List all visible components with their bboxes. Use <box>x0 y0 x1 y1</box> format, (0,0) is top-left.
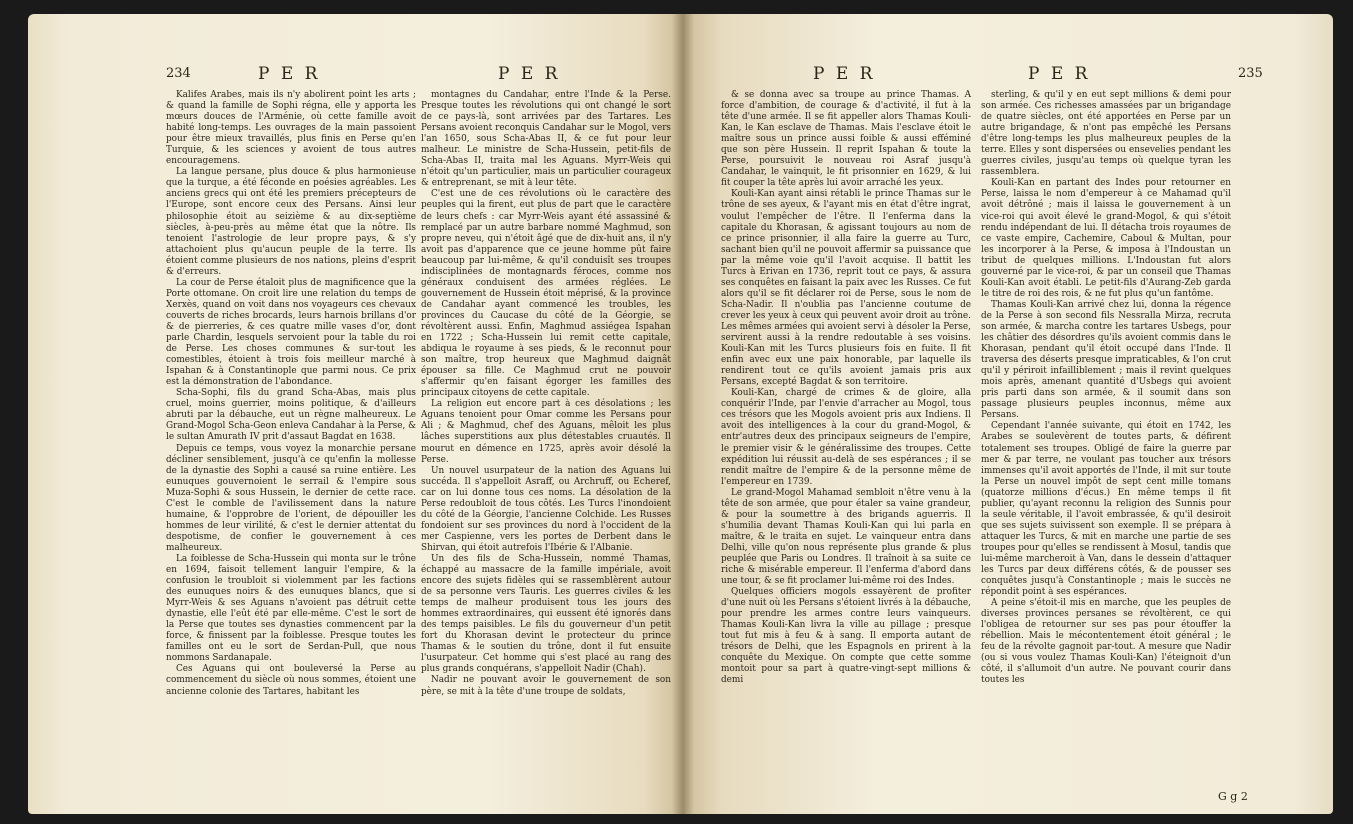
running-head: P E R <box>1028 64 1091 84</box>
paragraph: Kouli-Kan ayant ainsi rétabli le prince Thamas sur le trône de ses ayeux, & l'ayant mis en état d'être ingrat, voulut l'empêcher de l'être. Il l'enferma dans la capitale du Khorasan, & agissant toujours au nom de ce prince prisonnier, il alla faire la guerre au Turc, sachant bien qu'il ne pouvoit affermir sa puissance que par la même voie qu'il l'avoit acquise. Il battit les Turcs à Erivan en 1736, reprit tout ce pays, & assura ses conquêtes en faisant la paix avec les Russes. Ce fut alors qu'il se fit déclarer roi de Perse, sous le nom de Scha-Nadir. Il n'oublia pas l'ancienne coutume de crever les yeux à ceux qui peuvent avoir droit au trône. Les mêmes armées qui avoient servi à désoler la Perse, servirent aussi à la rendre redoutable à ses voisins. Kouli-Kan mit les Turcs plusieurs fois en fuite. Il fit enfin avec eux une paix honorable, par laquelle ils rendirent tout ce qu'ils avoient jamais pris aux Persans, excepté Bagdat & son territoire. <box>721 189 971 388</box>
paragraph: Un nouvel usurpateur de la nation des Aguans lui succéda. Il s'appelloit Asraff, ou Archruff, ou Echeref, car on lui donne tous ces noms. La désolation de la Perse redoubloit de tous côtés. Les Turcs l'inondoient du côté de la Géorgie, l'ancienne Colchide. Les Russes fondoient sur ses provinces du nord à l'occident de la mer Caspienne, vers les portes de Derbent dans le Shirvan, qui étoit autrefois l'Ibérie & l'Albanie. <box>421 465 671 553</box>
running-head: P E R <box>258 64 321 84</box>
paragraph: La langue persane, plus douce & plus harmonieuse que la turque, a été féconde en poésies agréables. Les anciens grecs qui ont été les premiers précepteurs de l'Europe, sont encore ceux des Persans. Ainsi leur philosophie étoit au seizième & au dix-septième siècles, à-peu-près au même état que la nôtre. Ils tenoient l'astrologie de leur propre pays, & s'y attachoient plus qu'aucun peuple de la terre. Ils étoient comme plusieurs de nos nations, pleins d'esprit & d'erreurs. <box>166 167 416 277</box>
paragraph: Un des fils de Scha-Hussein, nommé Thamas, échappé au massacre de la famille impériale, avoit encore des sujets fidèles qui se rassemblèrent autour de sa personne vers Tauris. Les guerres civiles & les temps de malheur produisent tous les jours des hommes extraordinaires, qui eussent été ignorés dans des temps paisibles. Le fils du gouverneur d'un petit fort du Khorasan devint le protecteur du prince Thamas & le soutien du trône, dont il fut ensuite l'usurpateur. Cet homme qui s'est placé au rang des plus grands conquérans, s'appelloit Nadir (Chah). <box>421 553 671 675</box>
paragraph: & se donna avec sa troupe au prince Thamas. A force d'ambition, de courage & d'activité, il fut à la tête d'une armée. Il se fit appeller alors Thamas Kouli-Kan, le Kan esclave de Thamas. Mais l'esclave étoit le maître sous un prince aussi foible & aussi efféminé que son père Hussein. Il reprit Ispahan & toute la Perse, poursuivit le nouveau roi Asraf jusqu'à Candahar, le vainquit, le fit prisonnier en 1629, & lui fit couper la tête après lui avoir arraché les yeux. <box>721 90 971 189</box>
paragraph: C'est une de ces révolutions où le caractère des peuples qui la firent, eut plus de part que le caractère de leurs chefs : car Myrr-Weis ayant été assassiné & remplacé par un autre barbare nommé Maghmud, son propre neveu, qui n'étoit âgé que de dix-huit ans, il n'y avoit pas d'apparence que ce jeune homme pût faire beaucoup par lui-même, & qu'il conduisît ses troupes indisciplinées de montagnards féroces, comme nos généraux conduisent des armées réglées. Le gouvernement de Hussein étoit méprisé, & la province de Candahar ayant commencé les troubles, les provinces du Caucase du côté de la Géorgie, se révoltèrent aussi. Enfin, Maghmud assiégea Ispahan en 1722 ; Scha-Hussein lui remit cette capitale, abdiqua le royaume à ses pieds, & le reconnut pour son maître, trop heureux que Maghmud daignât épouser sa fille. Ce Maghmud crut ne pouvoir s'affermir qu'en faisant égorger les familles des principaux citoyens de cette capitale. <box>421 189 671 399</box>
paragraph: Kalifes Arabes, mais ils n'y abolirent point les arts ; & quand la famille de Sophi régna, elle y apporta les mœurs douces de l'Arménie, où cette famille avoit habité long-temps. Les ouvrages de la main passoient pour être mieux travaillés, plus finis en Perse qu'en Turquie, & les sciences y avoient de tous autres encouragemens. <box>166 90 416 167</box>
paragraph: montagnes du Candahar, entre l'Inde & la Perse. Presque toutes les révolutions qui ont changé le sort de ce pays-là, sont arrivées par des Tartares. Les Persans avoient reconquis Candahar sur le Mogol, vers l'an 1650, sous Scha-Abas II, & ce fut pour leur malheur. Le ministre de Scha-Hussein, petit-fils de Scha-Abas II, traita mal les Aguans. Myrr-Weis qui n'étoit qu'un particulier, mais un particulier courageux & entreprenant, se mit à leur tête. <box>421 90 671 189</box>
text-column <box>421 90 671 698</box>
page-number: 235 <box>1238 66 1263 81</box>
signature-mark: G g 2 <box>1218 790 1248 803</box>
paragraph: Ces Aguans qui ont bouleversé la Perse au commencement du siècle où nous sommes, étoient une ancienne colonie des Tartares, habitant les <box>166 664 416 697</box>
paragraph: Kouli-Kan, chargé de crimes & de gloire, alla conquérir l'Inde, par l'envie d'arracher au Mogol, tous ces trésors que les Mogols avoient pris aux Indiens. Il avoit des intelligences à la cour du grand-Mogol, & entr'autres deux des principaux seigneurs de l'empire, le premier visir & le généralissime des troupes. Cette expédition lui réussit au-delà de ses espérances ; il se rendit maître de l'empire & de la personne même de l'empereur en 1739. <box>721 388 971 487</box>
paragraph: Depuis ce temps, vous voyez la monarchie persane décliner sensiblement, jusqu'à ce qu'enfin la mollesse de la dynastie des Sophi a causé sa ruine entière. Les eunuques gouvernoient le serrail & l'empire sous Muza-Sophi & sous Hussein, le dernier de cette race. C'est le comble de l'avilissement dans la nature humaine, & l'opprobre de l'orient, de dépouiller les hommes de leur virilité, & c'est le dernier attentat du despotisme, de confier le gouvernement à ces malheureux. <box>166 443 416 553</box>
text-column <box>721 90 971 687</box>
left-page <box>28 14 683 814</box>
paragraph: Cependant l'année suivante, qui étoit en 1742, les Arabes se soulevèrent de toutes parts, & défirent totalement ses troupes. Obligé de faire la guerre par mer & par terre, ne voulant pas toucher aux trésors immenses qu'il avoit apportés de l'Inde, il mit sur toute la Perse un nouvel impôt de sept cent mille tomans (quatorze millions d'écus.) En même temps il fit publier, qu'ayant reconnu la religion des Sunnis pour la seule véritable, il l'avoit embrassée, & qu'il desiroit que ses sujets suivissent son exemple. Il se prépara à attaquer les Turcs, & mit en marche une partie de ses troupes pour qu'elles se rendissent à Mosul, tandis que lui-même marcheroit à Van, dans le dessein d'attaquer les Turcs par deux différens côtés, & de pousser ses conquêtes jusqu'à Constantinople ; mais le succès ne répondit point à ses espérances. <box>981 421 1231 598</box>
page-number: 234 <box>166 66 191 81</box>
paragraph: Le grand-Mogol Mahamad sembloit n'être venu à la tête de son armée, que pour étaler sa vaine grandeur, & pour la soumettre à des brigands aguerris. Il s'humilia devant Thamas Kouli-Kan qui lui parla en maître, & le traita en sujet. Le vainqueur entra dans Delhi, ville qu'on nous représente plus grande & plus peuplée que Paris ou Londres. Il traînoit à sa suite ce riche & misérable empereur. Il l'enferma d'abord dans une tour, & se fit proclamer lui-même roi des Indes. <box>721 487 971 587</box>
paragraph: Thamas Kouli-Kan arrivé chez lui, donna la régence de la Perse à son second fils Nessralla Mirza, recruta son armée, & marcha contre les tartares Usbegs, pour les châtier des désordres qu'ils avoient commis dans le Khorasan, pendant qu'il étoit occupé dans l'Inde. Il traversa des déserts presque impraticables, & l'on crut qu'il y périroit infailliblement ; mais il revint quelques mois après, amenant quantité d'Usbegs qui avoient pris parti dans son armée, & il soumit dans son passage plusieurs peuples inconnus, même aux Persans. <box>981 299 1231 421</box>
paragraph: Kouli-Kan en partant des Indes pour retourner en Perse, laissa le nom d'empereur à ce Mahamad qu'il avoit détrôné ; mais il laissa le gouvernement à un vice-roi qui avoit élevé le grand-Mogol, & qui s'étoit rendu indépendant de lui. Il détacha trois royaumes de ce vaste empire, Cachemire, Caboul & Multan, pour les incorporer à la Perse, & imposa à l'Indoustan un tribut de quelques millions. L'Indoustan fut alors gouverné par le vice-roi, & par un conseil que Thamas Kouli-Kan avoit établi. Le petit-fils d'Aurang-Zeb garda le titre de roi des rois, & ne fut plus qu'un fantôme. <box>981 178 1231 299</box>
paragraph: La religion eut encore part à ces désolations ; les Aguans tenoient pour Omar comme les Persans pour Ali ; & Maghmud, chef des Aguans, mêloit les plus lâches superstitions aux plus détestables cruautés. Il mourut en démence en 1725, après avoir désolé la Perse. <box>421 399 671 465</box>
text-column <box>166 90 416 698</box>
text-column <box>981 90 1231 687</box>
running-head: P E R <box>813 64 876 84</box>
running-head: P E R <box>498 64 561 84</box>
paragraph: La cour de Perse étaloit plus de magnificence que la Porte ottomane. On croit lire une relation du temps de Xerxès, quand on voit dans nos voyageurs ces chevaux couverts de riches brocards, leurs harnois brillans d'or & de pierreries, & ces quatre mille vases d'or, dont parle Chardin, lesquels servoient pour la table du roi de Perse. Les choses communes & sur-tout les comestibles, étoient à trois fois meilleur marché à Ispahan & à Constantinople que parmi nous. Ce prix est la démonstration de l'abondance. <box>166 277 416 388</box>
paragraph: Scha-Sophi, fils du grand Scha-Abas, mais plus cruel, moins guerrier, moins politique, & d'ailleurs abruti par la débauche, eut un règne malheureux. Le Grand-Mogol Scha-Geon enleva Candahar à la Perse, & le sultan Amurath IV prit d'assaut Bagdat en 1638. <box>166 388 416 443</box>
paragraph: La foiblesse de Scha-Hussein qui monta sur le trône en 1694, faisoit tellement languir l'empire, & la confusion le troubloit si violemment par les factions des eunuques noirs & des eunuques blancs, que si Myrr-Weis & ses Aguans n'avoient pas détruit cette dynastie, elle l'eût été par elle-même. C'est le sort de la Perse que toutes ses dynasties commencent par la force, & finissent par la foiblesse. Presque toutes les familles ont eu le sort de Serdan-Pull, que nous nommons Sardanapale. <box>166 553 416 664</box>
right-page <box>683 14 1333 814</box>
paragraph: sterling, & qu'il y en eut sept millions & demi pour son armée. Ces richesses amassées par un brigandage de quatre siècles, ont été apportées en Perse par un autre brigandage, & n'ont pas empêché les Persans d'être long-temps les plus malheureux peuples de la terre. Elles y sont dispersées ou ensevelies pendant les guerres civiles, jusqu'au temps où quelque tyran les rassemblera. <box>981 90 1231 178</box>
paragraph: A peine s'étoit-il mis en marche, que les peuples de diverses provinces persanes se révoltèrent, ce qui l'obligea de retourner sur ses pas pour étouffer la rébellion. Mais le mécontentement étoit général ; le feu de la révolte gagnoit par-tout. A mesure que Nadir (ou si vous voulez Thamas Kouli-Kan) l'éteignoit d'un côté, il s'allumoit d'un autre. Ne pouvant courir dans toutes les <box>981 598 1231 686</box>
paragraph: Nadir ne pouvant avoir le gouvernement de son père, se mit à la tête d'une troupe de soldats, <box>421 675 671 697</box>
paragraph: Quelques officiers mogols essayèrent de profiter d'une nuit où les Persans s'étoient livrés à la débauche, pour prendre les armes contre leurs vainqueurs. Thamas Kouli-Kan livra la ville au pillage ; presque tout fut mis à feu & à sang. Il emporta autant de trésors de Delhi, que les Espagnols en prirent à la conquête du Mexique. On compte que cette somme montoit pour sa part à quatre-vingt-sept millions & demi <box>721 587 971 686</box>
book-gutter <box>672 14 694 814</box>
